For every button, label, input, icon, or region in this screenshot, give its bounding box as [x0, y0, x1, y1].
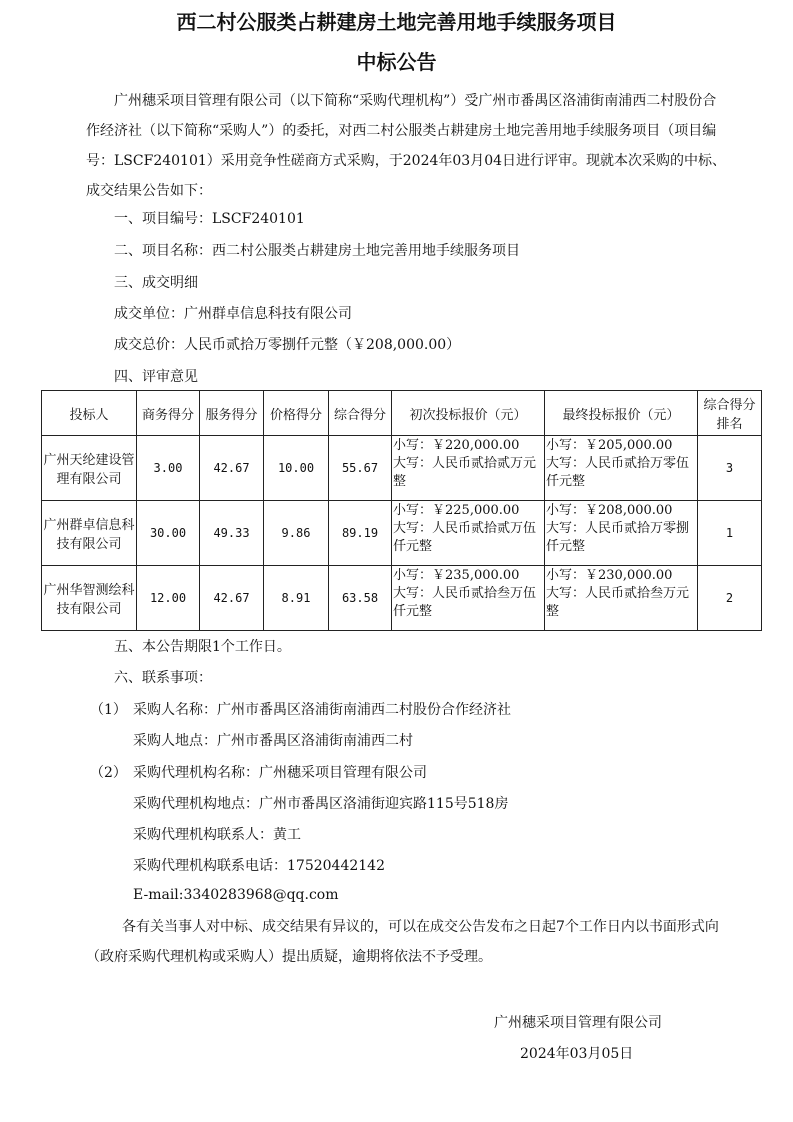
signature-organization: 广州穗采项目管理有限公司: [494, 1015, 662, 1031]
objection-paragraph: 各有关当事人对中标、成交结果有异议的，可以在成交公告发布之日起7个工作日内以书面形式向（政府采购代理机构或采购人）提出质疑，逾期将依法不予受理。: [86, 919, 719, 965]
cell-total: 89.19: [329, 501, 392, 566]
first-bid-big: 大写：人民币贰拾贰万伍仟元整: [393, 521, 537, 554]
cell-final-bid: [545, 566, 698, 631]
intro-paragraph: 广州穗采项目管理有限公司（以下简称“采购代理机构”）受广州市番禺区洛浦街南浦西二村股份合作经济社（以下简称“采购人”）的委托，对西二村公服类占耕建房土地完善用地手续服务项目（项目编号：LSCF240101）采用竞争性磋商方式采购，于2024年03月04日进行评审。现就本次采购的中标、成交结果公告如下：: [86, 93, 727, 199]
project-name: 二、项目名称：西二村公服类占耕建房土地完善用地手续服务项目: [114, 243, 520, 259]
first-bid-big: 大写：人民币贰拾叁万伍仟元整: [393, 586, 537, 619]
agency-phone: 采购代理机构联系电话：17520442142: [133, 858, 385, 874]
deal-price: 成交总价：人民币贰拾万零捌仟元整（￥208,000.00）: [114, 337, 461, 353]
cell-first-bid: [392, 501, 545, 566]
table-row: [42, 566, 762, 631]
header-service: 服务得分: [200, 391, 264, 436]
table-header-row: [42, 391, 762, 436]
agency-name: 采购代理机构名称：广州穗采项目管理有限公司: [133, 765, 427, 781]
deal-details-heading: 三、成交明细: [114, 275, 198, 291]
first-bid-small: 小写：￥225,000.00: [393, 503, 520, 518]
review-heading: 四、评审意见: [114, 369, 198, 385]
cell-service: 49.33: [200, 501, 264, 566]
cell-total: 63.58: [329, 566, 392, 631]
review-table: [41, 390, 762, 631]
contact-2-number: （2）: [90, 765, 127, 781]
cell-final-bid: [545, 436, 698, 501]
agency-contact-person: 采购代理机构联系人：黄工: [133, 827, 301, 843]
contact-heading: 六、联系事项：: [114, 670, 212, 686]
header-business: 商务得分: [137, 391, 200, 436]
final-bid-big: 大写：人民币贰拾叁万元整: [546, 586, 690, 619]
cell-final-bid: [545, 501, 698, 566]
final-bid-big: 大写：人民币贰拾万零捌仟元整: [546, 521, 690, 554]
header-first-bid: 初次投标报价（元）: [392, 391, 545, 436]
contact-1-number: （1）: [90, 702, 127, 718]
final-bid-small: 小写：￥208,000.00: [546, 503, 673, 518]
cell-business: 30.00: [137, 501, 200, 566]
header-price: 价格得分: [264, 391, 329, 436]
table-row: [42, 501, 762, 566]
final-bid-small: 小写：￥205,000.00: [546, 438, 673, 453]
header-rank: 综合得分排名: [698, 391, 762, 436]
cell-rank: 3: [698, 436, 762, 501]
cell-bidder: 广州天纶建设管理有限公司: [42, 436, 137, 501]
project-number: 一、项目编号：LSCF240101: [114, 211, 305, 227]
header-final-bid: 最终投标报价（元）: [545, 391, 698, 436]
cell-price: 10.00: [264, 436, 329, 501]
purchaser-address: 采购人地点：广州市番禺区洛浦街南浦西二村: [133, 733, 413, 749]
cell-first-bid: [392, 566, 545, 631]
cell-business: 3.00: [137, 436, 200, 501]
cell-bidder: 广州群卓信息科技有限公司: [42, 501, 137, 566]
cell-business: 12.00: [137, 566, 200, 631]
cell-rank: 1: [698, 501, 762, 566]
first-bid-small: 小写：￥235,000.00: [393, 568, 520, 583]
signature-date: 2024年03月05日: [520, 1046, 634, 1062]
cell-first-bid: [392, 436, 545, 501]
agency-email: E-mail:3340283968@qq.com: [133, 887, 339, 903]
cell-rank: 2: [698, 566, 762, 631]
cell-total: 55.67: [329, 436, 392, 501]
final-bid-big: 大写：人民币贰拾万零伍仟元整: [546, 456, 690, 489]
notice-period: 五、本公告期限1个工作日。: [114, 639, 291, 655]
first-bid-big: 大写：人民币贰拾贰万元整: [393, 456, 537, 489]
cell-bidder: 广州华智测绘科技有限公司: [42, 566, 137, 631]
cell-price: 8.91: [264, 566, 329, 631]
deal-unit: 成交单位：广州群卓信息科技有限公司: [114, 306, 352, 322]
cell-service: 42.67: [200, 436, 264, 501]
notice-title: 西二村公服类占耕建房土地完善用地手续服务项目: [176, 10, 617, 34]
cell-price: 9.86: [264, 501, 329, 566]
header-bidder: 投标人: [42, 391, 137, 436]
purchaser-name: 采购人名称：广州市番禺区洛浦街南浦西二村股份合作经济社: [133, 702, 511, 718]
header-total: 综合得分: [329, 391, 392, 436]
cell-service: 42.67: [200, 566, 264, 631]
final-bid-small: 小写：￥230,000.00: [546, 568, 673, 583]
notice-subtitle: 中标公告: [356, 50, 437, 74]
first-bid-small: 小写：￥220,000.00: [393, 438, 520, 453]
agency-address: 采购代理机构地点：广州市番禺区洛浦街迎宾路115号518房: [133, 796, 509, 812]
table-row: [42, 436, 762, 501]
